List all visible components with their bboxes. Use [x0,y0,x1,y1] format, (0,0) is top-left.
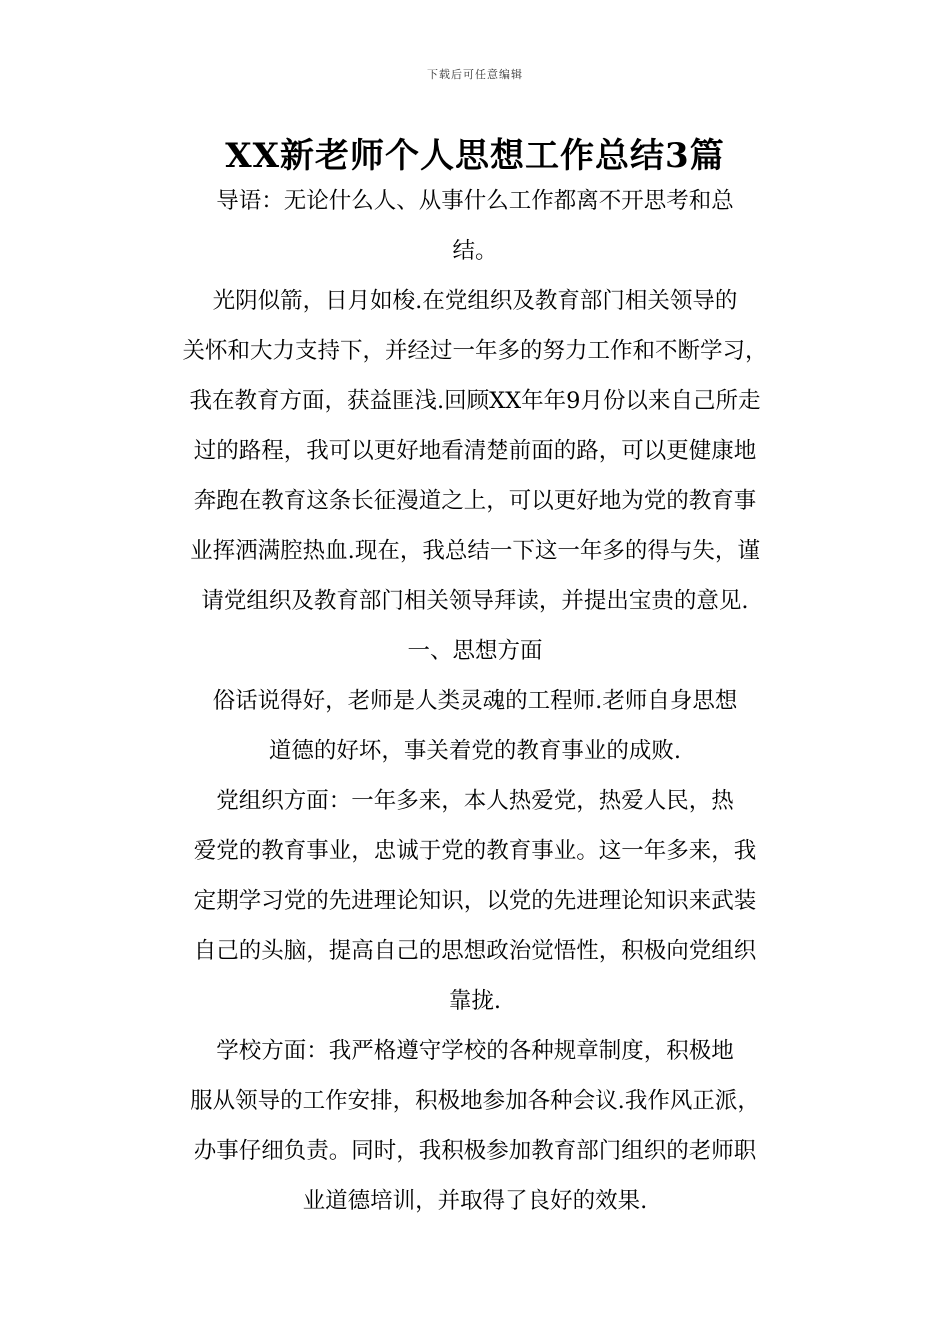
paragraph-line: 办事仔细负责。同时，我积极参加教育部门组织的老师职 [193,1138,757,1164]
paragraph-line: 靠拢. [448,988,502,1014]
paragraph-line: 光阴似箭，日月如梭.在党组织及教育部门相关领导的 [212,288,738,314]
paragraph-line: 业道德培训，并取得了良好的效果. [302,1188,648,1214]
document-title: XX新老师个人思想工作总结3篇 [225,136,725,176]
paragraph-line: 道德的好坏，事关着党的教育事业的成败. [268,738,682,764]
paragraph-line: 爱党的教育事业，忠诚于党的教育事业。这一年多来，我 [193,838,757,864]
paragraph-line: 业挥洒满腔热血.现在，我总结一下这一年多的得与失，谨 [190,538,760,564]
document-body [140,176,810,1226]
paragraph-line: 我在教育方面，获益匪浅.回顾XX年年9月份以来自己所走 [189,388,761,414]
section-heading: 一、思想方面 [407,638,543,664]
paragraph-line: 定期学习党的先进理论知识，以党的先进理论知识来武装 [193,888,757,914]
header-note: 下载后可任意编辑 [427,68,523,81]
paragraph-line: 奔跑在教育这条长征漫道之上，可以更好地为党的教育事 [193,488,757,514]
paragraph-line: 自己的头脑，提高自己的思想政治觉悟性，积极向党组织 [193,938,757,964]
paragraph-line: 学校方面：我严格遵守学校的各种规章制度，积极地 [216,1038,734,1064]
paragraph-line: 关怀和大力支持下，并经过一年多的努力工作和不断学习， [182,338,768,364]
intro-line-1: 导语：无论什么人、从事什么工作都离不开思考和总 [216,188,734,214]
paragraph-line: 过的路程，我可以更好地看清楚前面的路，可以更健康地 [193,438,757,464]
intro-line-2: 结。 [452,238,498,264]
paragraph-line: 服从领导的工作安排，积极地参加各种会议.我作风正派， [190,1088,760,1114]
paragraph-line: 请党组织及教育部门相关领导拜读，并提出宝贵的意见. [201,588,749,614]
paragraph-line: 俗话说得好，老师是人类灵魂的工程师.老师自身思想 [212,688,738,714]
paragraph-line: 党组织方面：一年多来，本人热爱党，热爱人民，热 [216,788,734,814]
